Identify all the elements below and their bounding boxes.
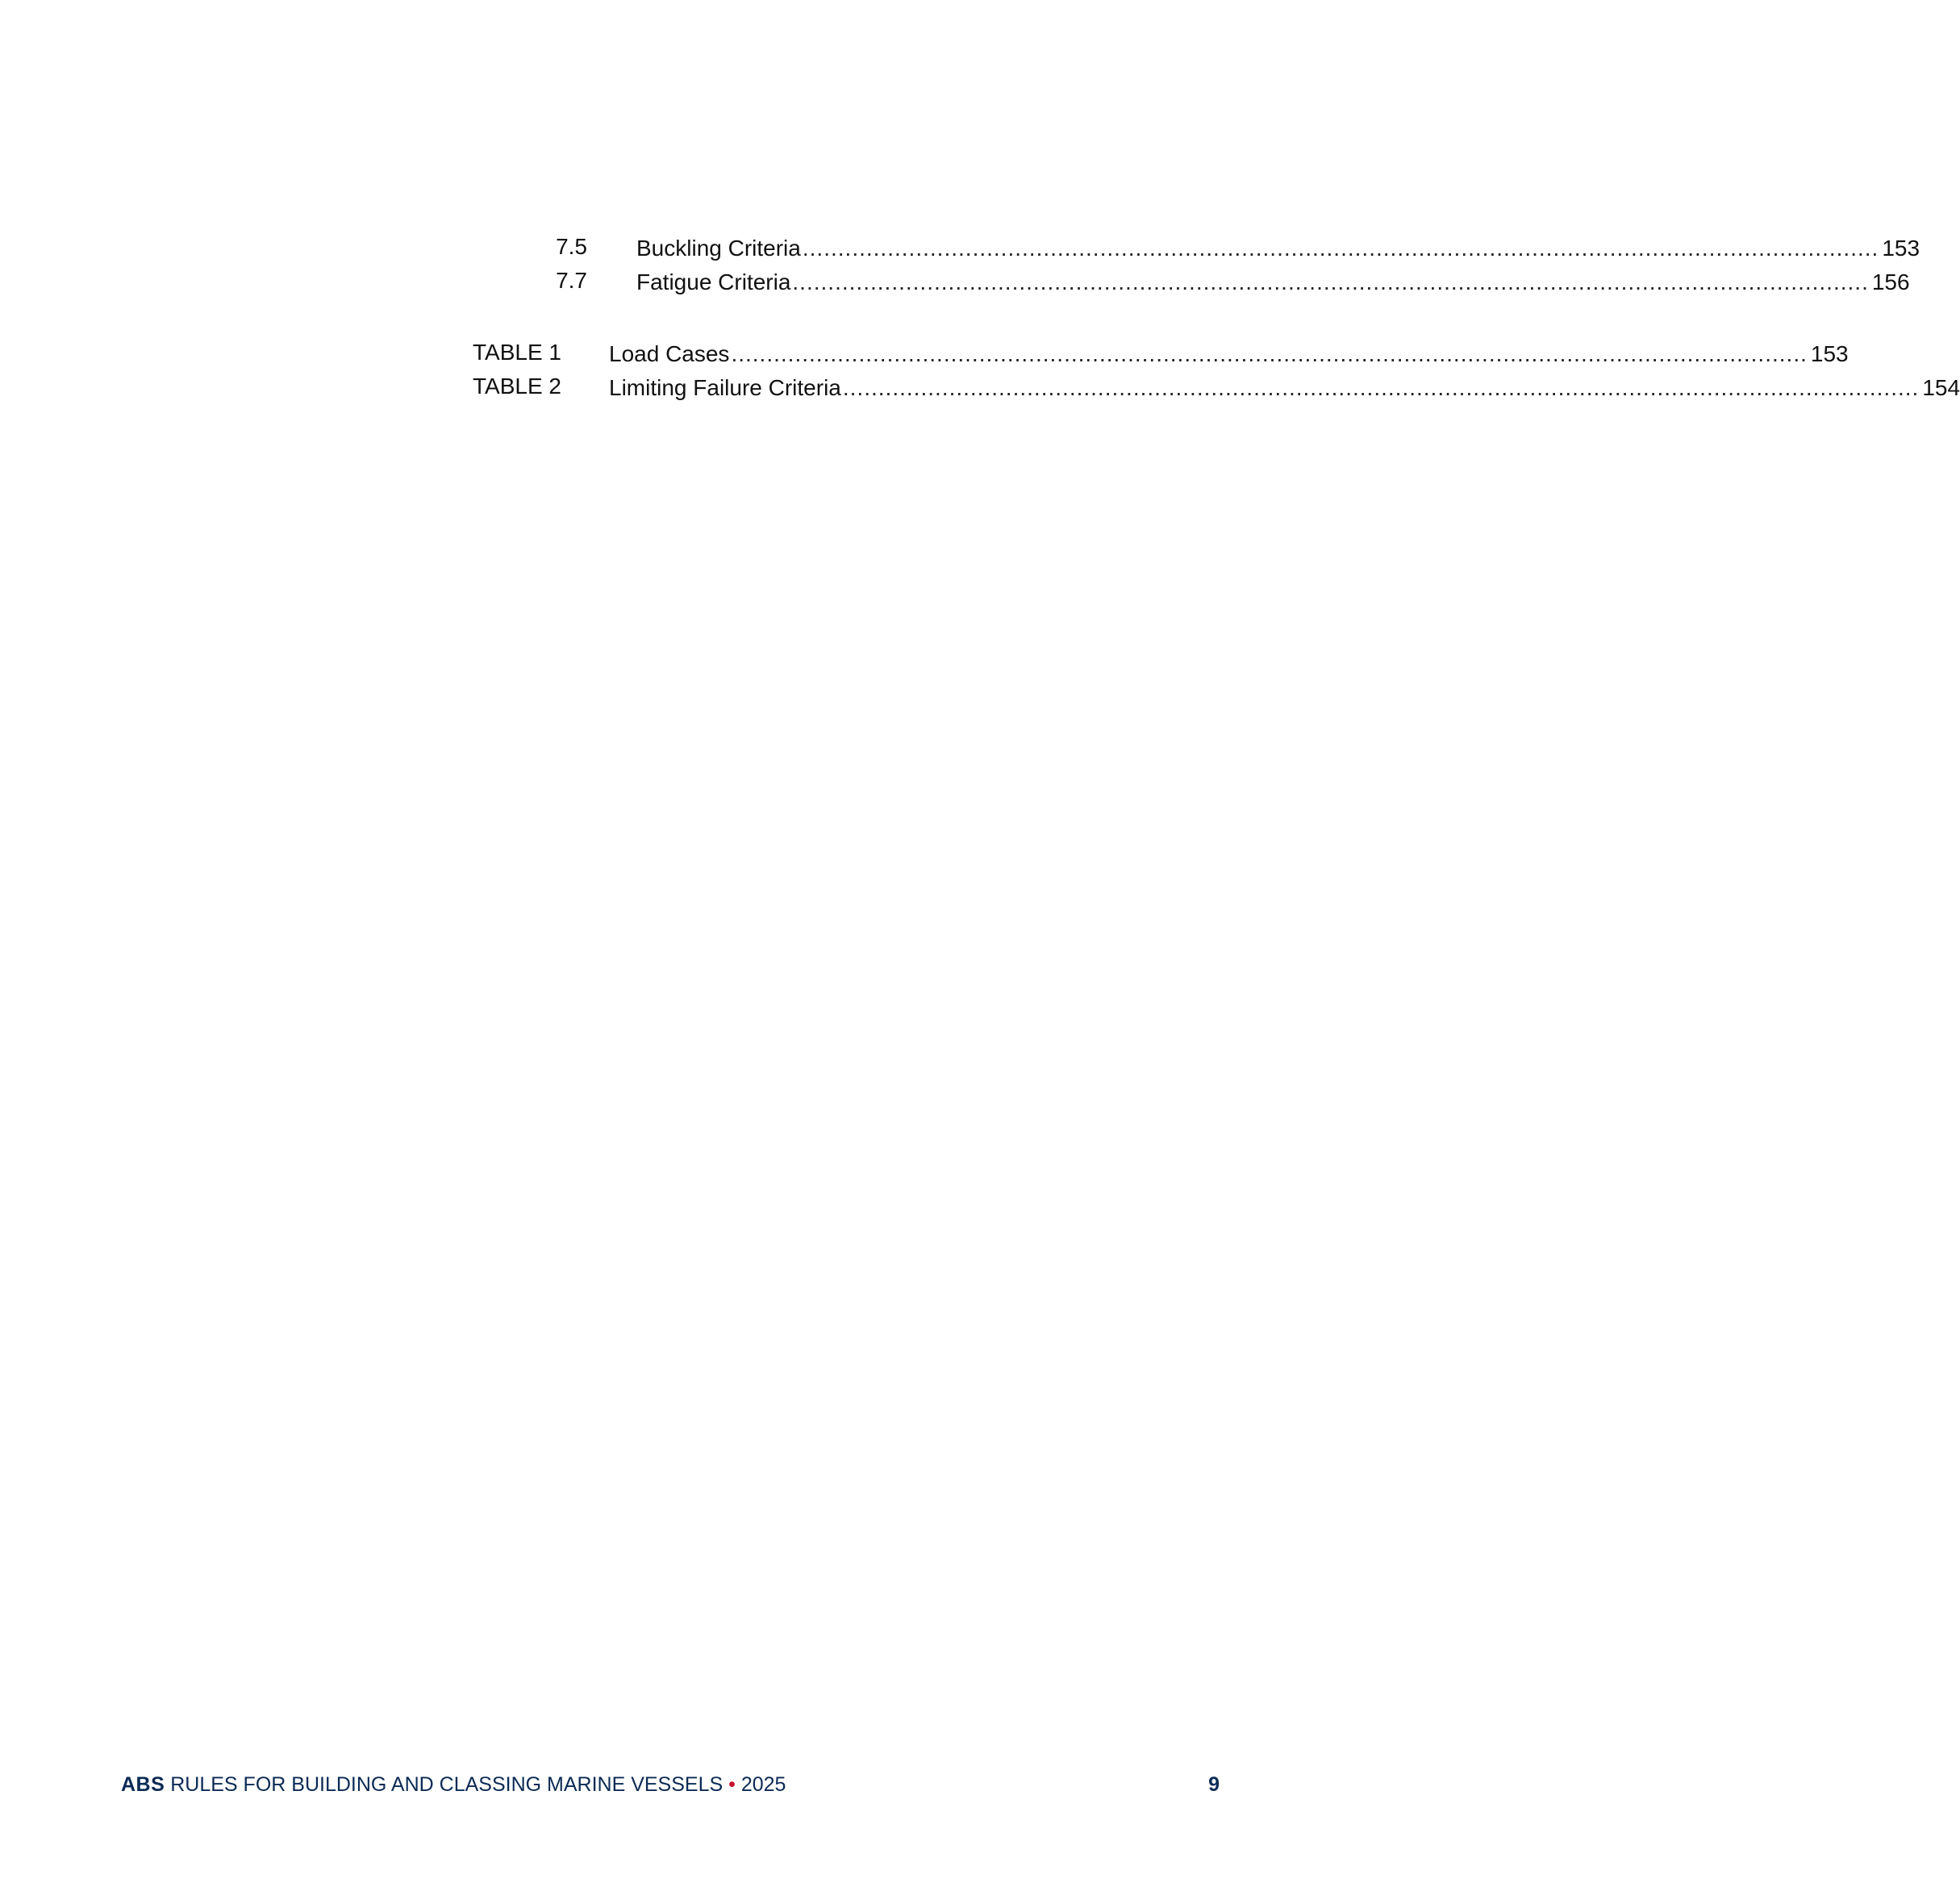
toc-table-link[interactable]: [609, 336, 1849, 369]
toc-entry-page: 153: [1882, 236, 1920, 261]
page-footer: [121, 1770, 1220, 1802]
toc-table-title: Limiting Failure Criteria: [609, 375, 841, 400]
toc-table-title: Load Cases: [609, 341, 730, 366]
toc-entry-link[interactable]: [636, 231, 1920, 263]
footer-brand: ABS: [121, 1773, 165, 1796]
dot-leader: ........................................................................................................................................................: [842, 375, 1920, 400]
toc-table-number: TABLE 2: [473, 374, 561, 399]
toc-entry-page: 156: [1871, 269, 1910, 294]
dot-leader: ........................................................................................................................................................: [792, 269, 1869, 294]
toc-entry-number: 7.5: [556, 234, 587, 259]
toc-table-page: 154: [1922, 375, 1960, 400]
dot-leader: ........................................................................................................................................................: [731, 341, 1808, 366]
toc-table-page: 153: [1810, 341, 1849, 366]
toc-entry-title: Buckling Criteria: [636, 236, 801, 261]
toc-table-number: TABLE 1: [473, 340, 561, 365]
page-number: 9: [1208, 1773, 1220, 1796]
toc-table-link[interactable]: [609, 370, 1960, 403]
footer-title: RULES FOR BUILDING AND CLASSING MARINE VESSELS: [170, 1773, 724, 1796]
dot-leader: ........................................................................................................................................................: [802, 236, 1879, 261]
toc-entry-link[interactable]: [636, 265, 1910, 297]
footer-bullet: •: [728, 1773, 736, 1796]
table-of-contents: [0, 0, 1960, 420]
toc-entry-title: Fatigue Criteria: [636, 269, 791, 294]
toc-entry-number: 7.7: [556, 268, 587, 293]
footer-year: 2025: [740, 1773, 786, 1796]
